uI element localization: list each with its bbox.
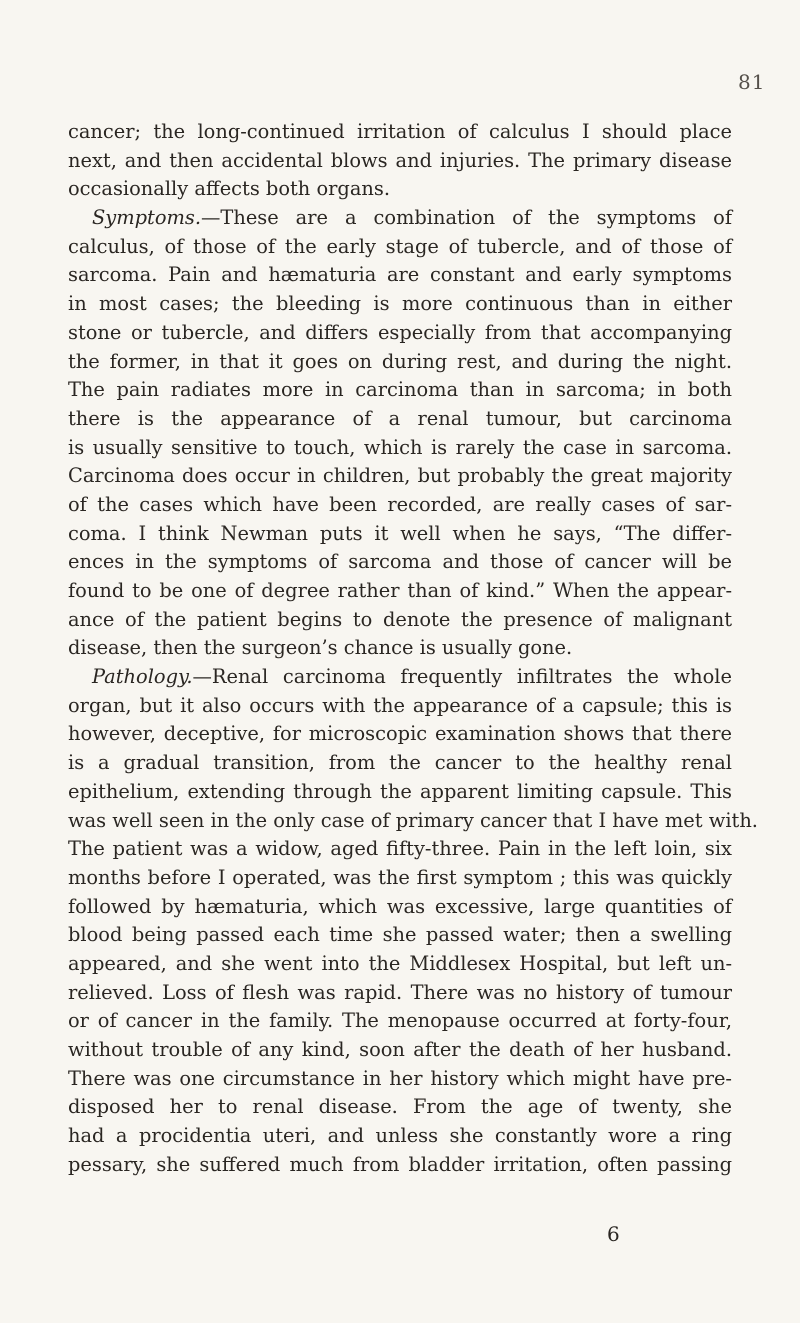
text-line bbox=[68, 118, 732, 147]
text-line bbox=[68, 634, 732, 663]
text-line bbox=[68, 778, 732, 807]
text-line bbox=[68, 261, 732, 290]
line-text: blood being passed each time she passed water; then a swelling bbox=[68, 923, 732, 947]
text-line bbox=[68, 1007, 732, 1036]
text-line bbox=[68, 1122, 732, 1151]
text-line bbox=[68, 835, 732, 864]
page-number: 81 bbox=[738, 70, 766, 94]
text-line bbox=[68, 548, 732, 577]
text-line bbox=[68, 204, 732, 233]
line-text: months before I operated, was the first symptom ; this was quickly bbox=[68, 865, 732, 889]
line-text: ences in the symptoms of sarcoma and those of cancer will be bbox=[68, 550, 732, 574]
line-text: without trouble of any kind, soon after the death of her husband. bbox=[68, 1038, 732, 1061]
text-line bbox=[68, 319, 732, 348]
text-line bbox=[68, 405, 732, 434]
text-line bbox=[68, 864, 732, 893]
text-line bbox=[68, 233, 732, 262]
line-text: organ, but it also occurs with the appearance of a capsule; this is bbox=[68, 693, 732, 717]
text-line bbox=[68, 376, 732, 405]
text-line bbox=[68, 348, 732, 377]
text-line bbox=[68, 979, 732, 1008]
line-text: there is the appearance of a renal tumour, but carcinoma bbox=[68, 406, 732, 430]
text-line bbox=[68, 434, 732, 463]
text-line bbox=[68, 290, 732, 319]
text-line bbox=[68, 1151, 732, 1180]
line-text: disease, then the surgeon’s chance is usually gone. bbox=[68, 636, 573, 660]
line-text: pessary, she suffered much from bladder irritation, often passing bbox=[68, 1152, 732, 1176]
line-text: epithelium, extending through the apparent limiting capsule. This bbox=[68, 779, 732, 803]
line-text: occasionally affects both organs. bbox=[68, 177, 390, 201]
text-line bbox=[68, 950, 732, 979]
line-text: There was one circumstance in her history which might have pre- bbox=[68, 1066, 732, 1090]
text-line bbox=[68, 1093, 732, 1122]
line-text: had a procidentia uteri, and unless she constantly wore a ring bbox=[68, 1124, 732, 1148]
text-line bbox=[68, 175, 732, 204]
text-line bbox=[68, 1036, 732, 1065]
line-text: calculus, of those of the early stage of tubercle, and of those of bbox=[68, 234, 732, 258]
line-text: the former, in that it goes on during rest, and during the night. bbox=[68, 349, 732, 373]
line-text: is a gradual transition, from the cancer to the healthy renal bbox=[68, 751, 732, 775]
section-heading: Pathology. bbox=[92, 665, 193, 689]
line-text: found to be one of degree rather than of kind.” When the appear- bbox=[68, 579, 732, 602]
line-text: The pain radiates more in carcinoma than in sarcoma; in both bbox=[68, 378, 732, 402]
text-line bbox=[68, 520, 732, 549]
text-line bbox=[68, 893, 732, 922]
line-text: —These are a combination of the symptoms of bbox=[201, 206, 732, 230]
line-text: stone or tubercle, and differs especially from that accompanying bbox=[68, 320, 732, 344]
line-text: is usually sensitive to touch, which is rarely the case in sarcoma. bbox=[68, 435, 732, 459]
text-line bbox=[68, 462, 732, 491]
line-text: or of cancer in the family. The menopause occurred at forty-four, bbox=[68, 1009, 732, 1033]
section-heading: Symptoms. bbox=[92, 206, 202, 230]
line-text: of the cases which have been recorded, are really cases of sar- bbox=[68, 492, 732, 516]
text-line bbox=[68, 491, 732, 520]
line-text: coma. I think Newman puts it well when he says, “The differ- bbox=[68, 521, 732, 545]
line-text: followed by hæmaturia, which was excessive, large quantities of bbox=[68, 894, 732, 918]
text-line bbox=[68, 1065, 732, 1094]
text-line bbox=[68, 147, 732, 176]
line-text: cancer; the long-continued irritation of calculus I should place bbox=[68, 120, 732, 143]
line-text: The patient was a widow, aged fifty-three. Pain in the left loin, six bbox=[68, 837, 732, 861]
text-line bbox=[68, 606, 732, 635]
line-text: sarcoma. Pain and hæmaturia are constant and early symptoms bbox=[68, 263, 732, 287]
text-line bbox=[68, 807, 758, 836]
line-text: ance of the patient begins to denote the presence of malignant bbox=[68, 607, 732, 631]
line-text: was well seen in the only case of primary cancer that I have met with. bbox=[68, 808, 758, 832]
line-text: however, deceptive, for microscopic examination shows that there bbox=[68, 722, 732, 746]
line-text: next, and then accidental blows and injuries. The primary disease bbox=[68, 148, 732, 172]
text-line bbox=[68, 749, 732, 778]
text-line bbox=[68, 720, 732, 749]
body-text bbox=[68, 118, 758, 1179]
text-line bbox=[68, 921, 732, 950]
text-line bbox=[68, 692, 732, 721]
line-text: Carcinoma does occur in children, but probably the great majority bbox=[68, 464, 732, 488]
line-text: appeared, and she went into the Middlesex Hospital, but left un- bbox=[68, 951, 732, 975]
signature-mark: 6 bbox=[607, 1222, 620, 1246]
text-line bbox=[68, 663, 732, 692]
line-text: in most cases; the bleeding is more continuous than in either bbox=[68, 292, 732, 316]
line-text: disposed her to renal disease. From the age of twenty, she bbox=[68, 1095, 732, 1119]
text-line bbox=[68, 577, 732, 606]
line-text: —Renal carcinoma frequently infiltrates the whole bbox=[192, 665, 732, 689]
line-text: relieved. Loss of flesh was rapid. There was no history of tumour bbox=[68, 980, 732, 1004]
